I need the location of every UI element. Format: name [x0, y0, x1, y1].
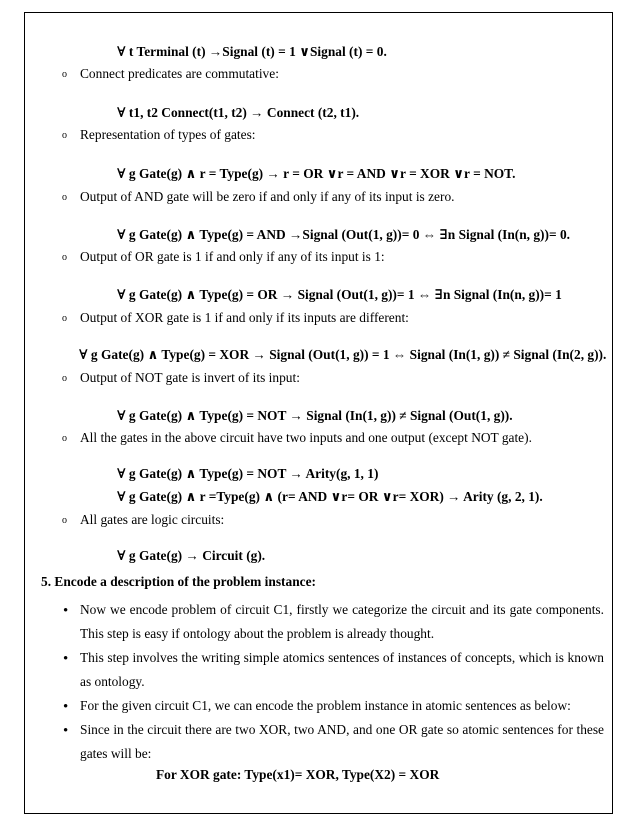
bullet-dot: •: [63, 723, 69, 739]
formula-xor-encoding: For XOR gate: Type(x1)= XOR, Type(X2) = XOR: [156, 767, 440, 782]
formula-connect: ∀ t1, t2 Connect(t1, t2) → Connect (t2, t1).: [117, 105, 360, 120]
list-item-not-gate: Output of NOT gate is invert of its input:: [80, 370, 300, 385]
formula-circuit: ∀ g Gate(g) → Circuit (g).: [117, 548, 266, 563]
bullet-dot: •: [63, 699, 69, 715]
formula-arity-not: ∀ g Gate(g) ∧ Type(g) = NOT → Arity(g, 1, 1): [117, 466, 379, 481]
ring-bullet: o: [62, 192, 67, 203]
list-item-two-inputs: All the gates in the above circuit have two inputs and one output (except NOT gate).: [80, 430, 532, 445]
ring-bullet: o: [62, 313, 67, 324]
list-item-gate-types: Representation of types of gates:: [80, 127, 256, 142]
formula-or-gate: ∀ g Gate(g) ∧ Type(g) = OR → Signal (Out(1, g))= 1 ⇔ ∃n Signal (In(n, g))= 1: [117, 287, 562, 302]
bullet-dot: •: [63, 603, 69, 619]
list-item-or-gate: Output of OR gate is 1 if and only if any of its input is 1:: [80, 249, 385, 264]
formula-not-gate: ∀ g Gate(g) ∧ Type(g) = NOT → Signal (In(1, g)) ≠ Signal (Out(1, g)).: [117, 408, 513, 423]
ring-bullet: o: [62, 433, 67, 444]
list-item-xor-gate: Output of XOR gate is 1 if and only if its inputs are different:: [80, 310, 409, 325]
list-item-and-gate: Output of AND gate will be zero if and only if any of its input is zero.: [80, 189, 455, 204]
list-item-logic-circuits: All gates are logic circuits:: [80, 512, 225, 527]
formula-terminal: ∀ t Terminal (t) →Signal (t) = 1 ∨Signal (t) = 0.: [117, 44, 387, 59]
bullet-item-encode-problem: Now we encode problem of circuit C1, firstly we categorize the circuit and its gate components. This step is easy if ontology about the problem is already thought.: [80, 602, 604, 641]
formula-gate-types: ∀ g Gate(g) ∧ r = Type(g) → r = OR ∨r = AND ∨r = XOR ∨r = NOT.: [117, 166, 516, 181]
ring-bullet: o: [62, 69, 67, 80]
section-heading: 5. Encode a description of the problem instance:: [41, 574, 316, 589]
bullet-dot: •: [63, 651, 69, 667]
bullet-item-circuit-c1: For the given circuit C1, we can encode the problem instance in atomic sentences as below:: [80, 698, 571, 713]
ring-bullet: o: [62, 130, 67, 141]
list-item-connect-commutative: Connect predicates are commutative:: [80, 66, 279, 81]
bullet-item-gate-counts: Since in the circuit there are two XOR, two AND, and one OR gate so atomic sentences for these gates will be:: [80, 722, 604, 761]
formula-arity-other: ∀ g Gate(g) ∧ r =Type(g) ∧ (r= AND ∨r= OR ∨r= XOR) → Arity (g, 2, 1).: [117, 489, 543, 504]
bullet-item-atomic-sentences: This step involves the writing simple atomics sentences of instances of concepts, which is known as ontology.: [80, 650, 604, 689]
formula-xor-gate: ∀ g Gate(g) ∧ Type(g) = XOR → Signal (Out(1, g)) = 1 ⇔ Signal (In(1, g)) ≠ Signal (In(2, g)).: [79, 347, 607, 362]
ring-bullet: o: [62, 252, 67, 263]
ring-bullet: o: [62, 515, 67, 526]
ring-bullet: o: [62, 373, 67, 384]
formula-and-gate: ∀ g Gate(g) ∧ Type(g) = AND →Signal (Out(1, g))= 0 ⇔ ∃n Signal (In(n, g))= 0.: [117, 227, 570, 242]
